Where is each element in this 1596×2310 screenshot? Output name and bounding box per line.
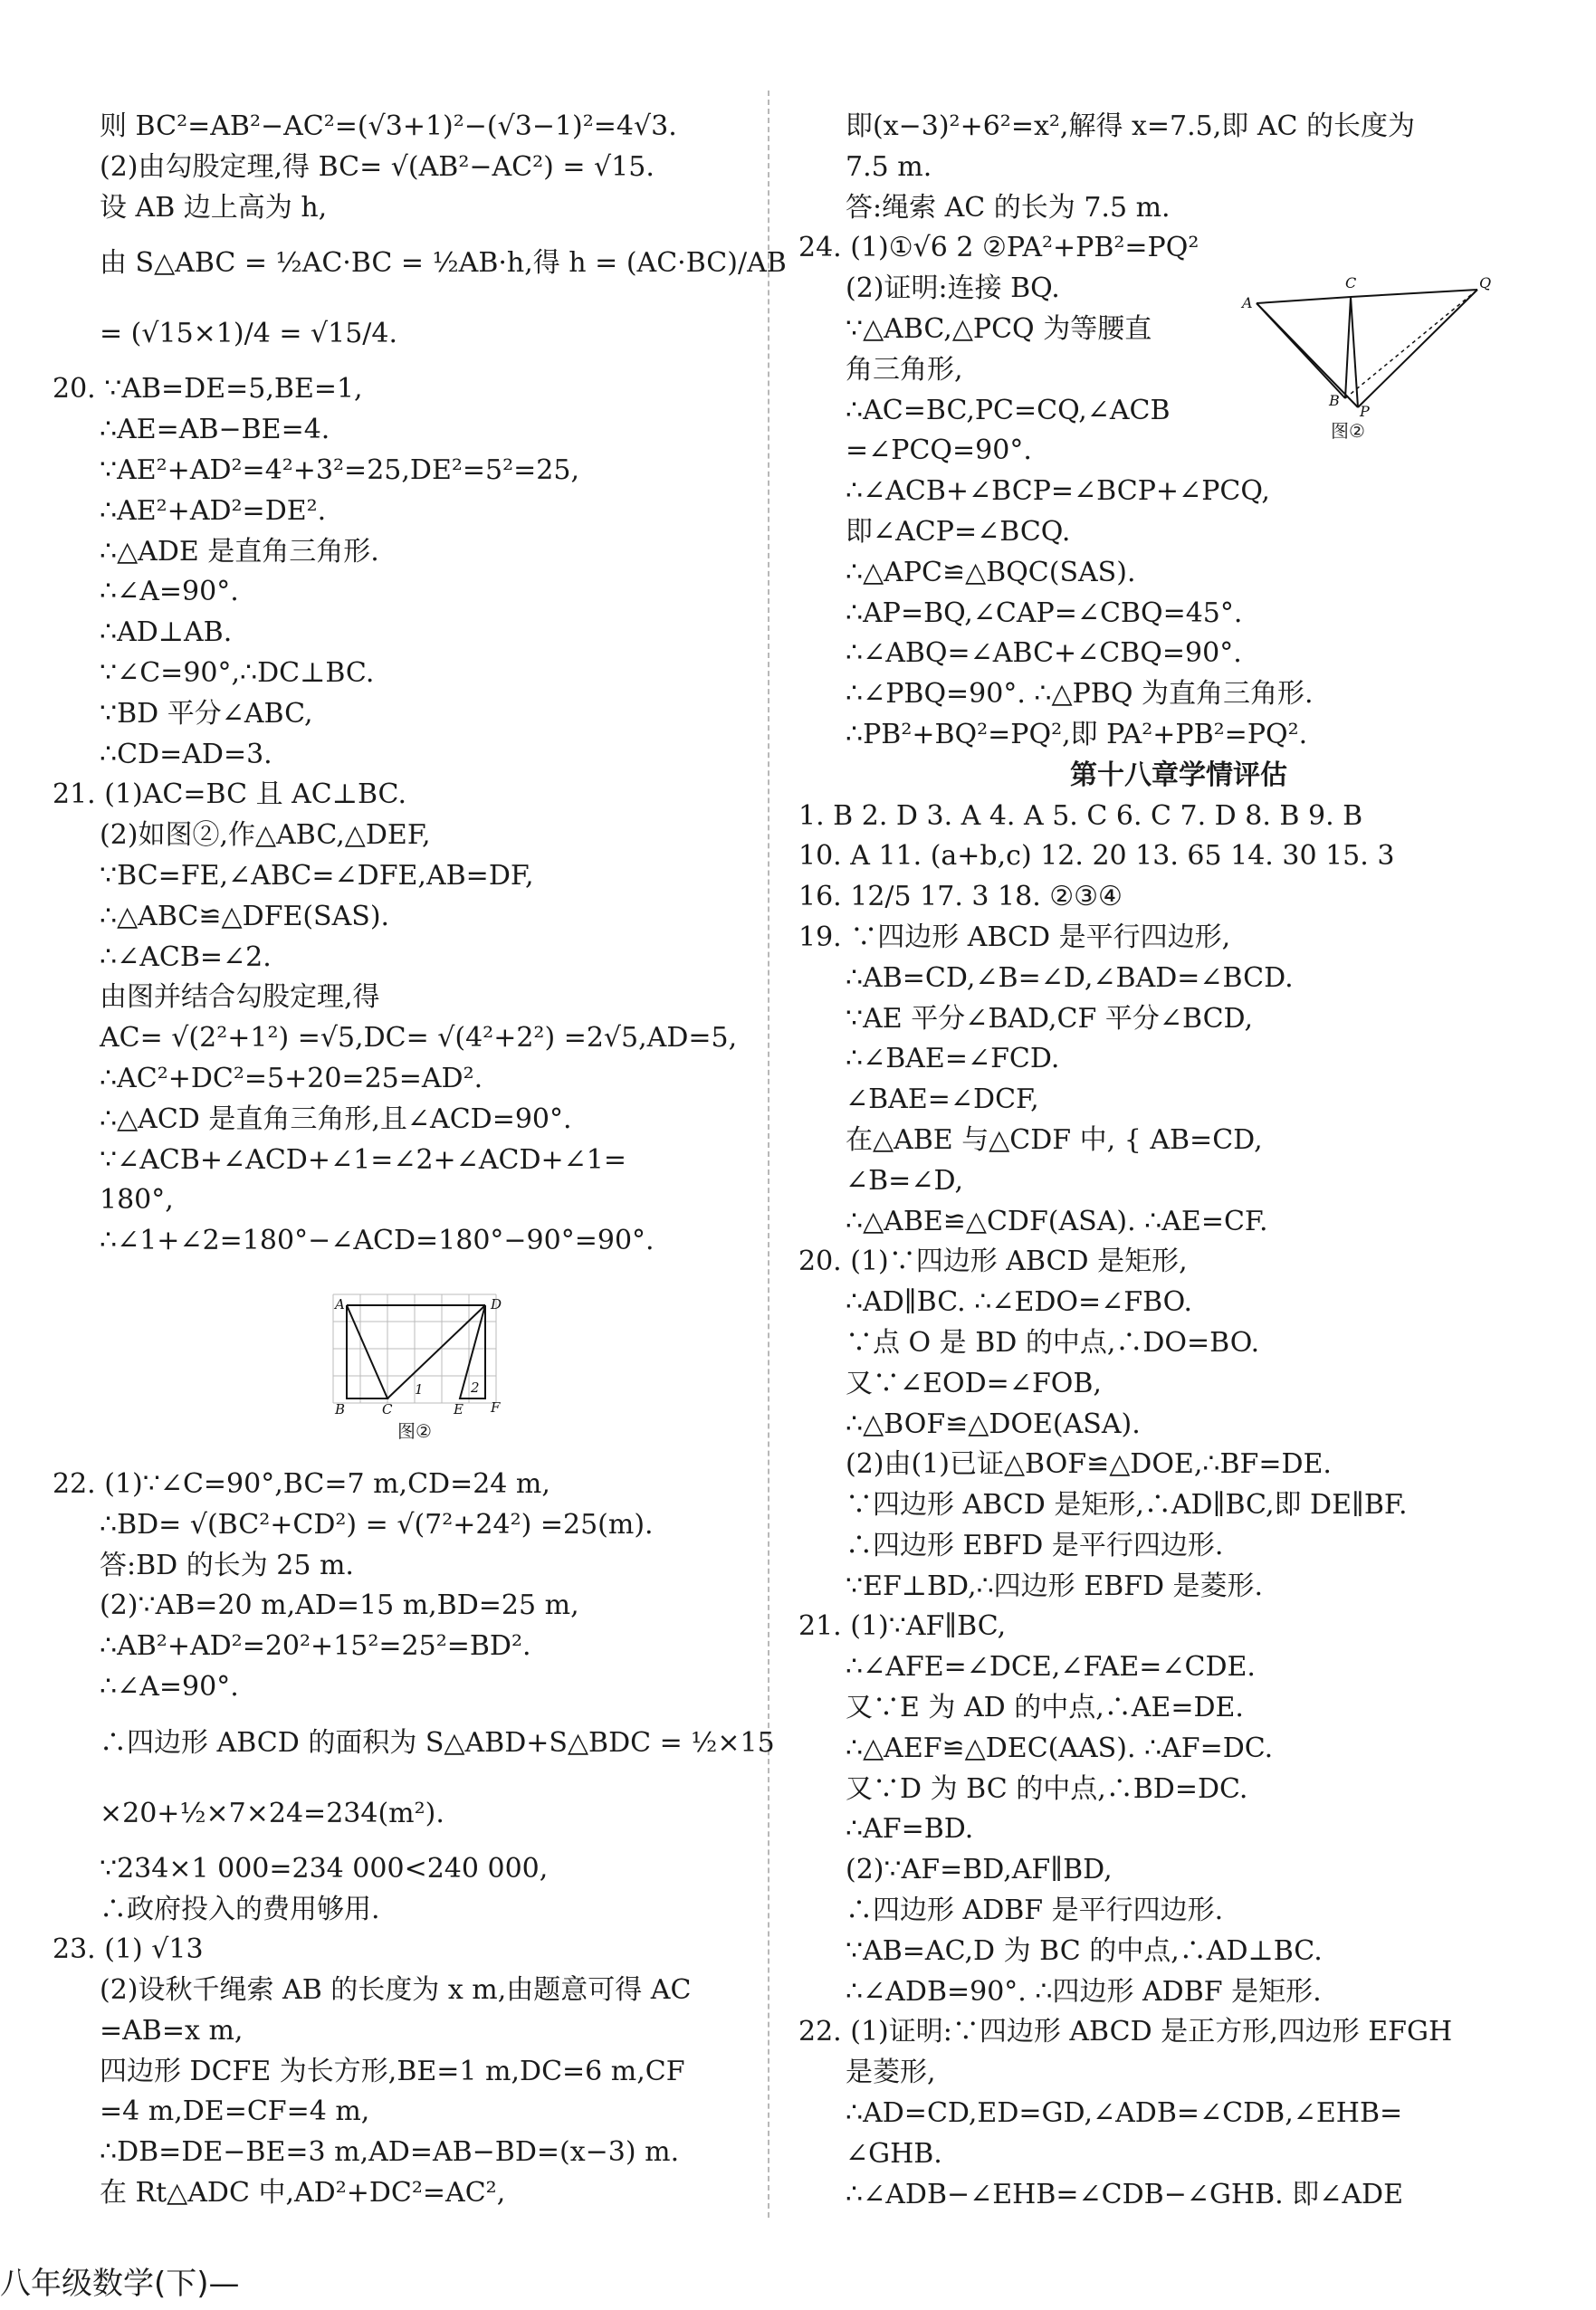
answer-line: 1. B 2. D 3. A 4. A 5. C 6. C 7. D 8. B 9. B [798,799,1363,832]
answer-line: ∴四边形 ADBF 是平行四边形. [846,1895,1224,1927]
figure-grid-q21 [324,1285,505,1443]
answer-line: ∴∠1+∠2=180°−∠ACD=180°−90°=90°. [100,1225,655,1257]
answer-line: ∵∠C=90°,∴DC⊥BC. [100,656,375,689]
answer-line: ∴∠ACB+∠BCP=∠BCP+∠PCQ, [846,475,1270,508]
answer-line: ∵∠ACB+∠ACD+∠1=∠2+∠ACD+∠1= [100,1143,626,1176]
answer-line: ∴∠ADB−∠EHB=∠CDB−∠GHB. 即∠ADE [846,2178,1403,2210]
answer-line: ∠GHB. [846,2137,942,2170]
figure-triangle-q24 [1240,272,1494,443]
answer-line: 由 S△ABC = ½AC·BC = ½AB·h,得 h = (AC·BC)/AB [100,247,787,280]
answer-line: ∴PB²+BQ²=PQ²,即 PA²+PB²=PQ². [846,718,1308,750]
answer-line: ∴△ACD 是直角三角形,且∠ACD=90°. [100,1102,572,1135]
answer-line: AC= √(2²+1²) =√5,DC= √(4²+2²) =2√5,AD=5, [100,1022,738,1055]
answer-line: ∠BAE=∠DCF, [846,1083,1039,1116]
answer-line: ∴AE=AB−BE=4. [100,414,330,446]
label-P: P [1360,403,1370,416]
answer-line: 设 AB 边上高为 h, [100,191,328,224]
answer-line: ∴四边形 EBFD 是平行四边形. [846,1529,1224,1561]
answer-line: 又∵D 为 BC 的中点,∴BD=DC. [846,1772,1248,1805]
column-divider [768,91,769,2218]
answer-line: (2)∵AB=20 m,AD=15 m,BD=25 m, [100,1589,579,1622]
answer-line: 四边形 DCFE 为长方形,BE=1 m,DC=6 m,CF [100,2055,685,2087]
answer-line: 23. (1) √13 [53,1933,204,1966]
answer-line: ∵BD 平分∠ABC, [100,697,313,730]
figure-caption: 图② [1331,420,1365,442]
answer-line: 又∵E 为 AD 的中点,∴AE=DE. [846,1692,1244,1724]
label-F: F [491,1399,501,1416]
answer-line: 7.5 m. [846,150,932,183]
answer-line: ∴△ADE 是直角三角形. [100,535,379,568]
answer-line: 即∠ACP=∠BCQ. [846,515,1071,548]
label-A: A [1242,294,1253,311]
answer-line: ∵AB=AC,D 为 BC 的中点,∴AD⊥BC. [846,1934,1323,1967]
grid-diagram [324,1285,505,1417]
label-A: A [335,1296,345,1312]
answer-line: ∴AB²+AD²=20²+15²=25²=BD². [100,1630,531,1663]
answer-line: ∵点 O 是 BD 的中点,∴DO=BO. [846,1326,1260,1359]
answer-line: ∴△APC≌△BQC(SAS). [846,556,1136,588]
answer-line: =4 m,DE=CF=4 m, [100,2095,370,2128]
label-Q: Q [1479,274,1492,291]
answer-line: ∴AC=BC,PC=CQ,∠ACB [846,394,1171,426]
answer-line: ∴△ABE≌△CDF(ASA). ∴AE=CF. [846,1205,1268,1237]
answer-line: (2)由勾股定理,得 BC= √(AB²−AC²) = √15. [100,150,655,183]
answer-line: ∴∠A=90°. [100,1670,239,1703]
answer-line: (2)设秋千绳索 AB 的长度为 x m,由题意可得 AC [100,1974,692,2007]
answer-line: 19. ∵四边形 ABCD 是平行四边形, [798,921,1231,953]
label-D: D [491,1296,502,1312]
answer-line: ∴DB=DE−BE=3 m,AD=AB−BD=(x−3) m. [100,2136,680,2169]
label-B: B [335,1401,346,1417]
answer-line: 在 Rt△ADC 中,AD²+DC²=AC², [100,2177,506,2210]
answer-line: ∠B=∠D, [846,1164,963,1197]
answer-line: 22. (1)证明:∵四边形 ABCD 是正方形,四边形 EFGH [798,2016,1453,2048]
answer-line: =AB=x m, [100,2014,244,2047]
answer-line: ∵234×1 000=234 000<240 000, [100,1852,549,1885]
label-C: C [1345,274,1357,291]
triangle-diagram [1240,272,1494,416]
answer-line: 20. ∵AB=DE=5,BE=1, [53,373,363,406]
answer-line: 由图并结合勾股定理,得 [100,981,380,1014]
answer-line: (2)如图②,作△ABC,△DEF, [100,819,431,852]
answer-line: 是菱形, [846,2057,936,2089]
answer-line: 21. (1)∵AF∥BC, [798,1610,1007,1643]
answer-line: ∴AB=CD,∠B=∠D,∠BAD=∠BCD. [846,961,1294,994]
answer-line: =∠PCQ=90°. [846,434,1032,467]
answer-line: ∴∠A=90°. [100,576,239,608]
answer-line: 则 BC²=AB²−AC²=(√3+1)²−(√3−1)²=4√3. [100,110,677,142]
answer-line: ∴∠PBQ=90°. ∴△PBQ 为直角三角形. [846,678,1314,711]
answer-line: ∴△ABC≌△DFE(SAS). [100,900,390,932]
answer-line: ∴∠BAE=∠FCD. [846,1043,1060,1075]
answer-line: 答:BD 的长为 25 m. [100,1549,354,1581]
page-footer: 八年级数学(下)— [0,2266,240,2302]
answer-line: ∴AP=BQ,∠CAP=∠CBQ=45°. [846,597,1243,629]
answer-line: ∴AD∥BC. ∴∠EDO=∠FBO. [846,1286,1193,1319]
answer-line: ∵四边形 ABCD 是矩形,∴AD∥BC,即 DE∥BF. [846,1489,1408,1522]
label-angle-1: 1 [415,1381,424,1398]
answer-line: ∵△ABC,△PCQ 为等腰直 [846,312,1152,345]
answer-line: ∴∠ADB=90°. ∴四边形 ADBF 是矩形. [846,1975,1322,2008]
answer-line: 在△ABE 与△CDF 中, { AB=CD, [846,1123,1263,1156]
label-C: C [382,1401,393,1417]
answer-line: ∴∠ABQ=∠ABC+∠CBQ=90°. [846,637,1242,670]
answer-line: 即(x−3)²+6²=x²,解得 x=7.5,即 AC 的长度为 [846,110,1415,142]
figure-caption: 图② [397,1420,432,1442]
answer-line: ∵AE 平分∠BAD,CF 平分∠BCD, [846,1002,1254,1035]
answer-line: (2)证明:连接 BQ. [846,272,1060,305]
answer-line: ∵BC=FE,∠ABC=∠DFE,AB=DF, [100,859,534,892]
answer-line: 角三角形, [846,353,963,386]
section-heading: 第十八章学情评估 [1070,759,1287,791]
answer-line: ∴政府投入的费用够用. [100,1893,380,1925]
answer-line: 又∵∠EOD=∠FOB, [846,1367,1102,1399]
answer-line: 22. (1)∵∠C=90°,BC=7 m,CD=24 m, [53,1467,550,1500]
answer-line: ∵EF⊥BD,∴四边形 EBFD 是菱形. [846,1570,1264,1602]
label-B: B [1329,392,1340,409]
left-column [53,107,787,2214]
answer-line: (2)由(1)已证△BOF≌△DOE,∴BF=DE. [846,1448,1332,1481]
answer-line: 180°, [100,1184,174,1217]
answer-line: ∴△BOF≌△DOE(ASA). [846,1408,1141,1440]
answer-line: ∴∠ACB=∠2. [100,940,272,973]
answer-line: ∴△AEF≌△DEC(AAS). ∴AF=DC. [846,1732,1274,1764]
answer-line: ×20+½×7×24=234(m²). [100,1797,444,1829]
answer-line: 21. (1)AC=BC 且 AC⊥BC. [53,778,406,811]
answer-line: 20. (1)∵四边形 ABCD 是矩形, [798,1246,1188,1278]
answer-line: ∴CD=AD=3. [100,738,272,770]
answer-line: ∴AC²+DC²=5+20=25=AD². [100,1062,483,1094]
answer-line: ∴AF=BD. [846,1813,974,1846]
answer-line: ∴四边形 ABCD 的面积为 S△ABD+S△BDC = ½×15 [100,1726,775,1759]
answer-line: 16. 12/5 17. 3 18. ②③④ [798,881,1123,913]
answer-line: (2)∵AF=BD,AF∥BD, [846,1854,1113,1886]
answer-line: ∴AE²+AD²=DE². [100,494,327,527]
answer-line: ∴AD=CD,ED=GD,∠ADB=∠CDB,∠EHB= [846,2097,1403,2130]
answer-line: 10. A 11. (a+b,c) 12. 20 13. 65 14. 30 15. 3 [798,840,1395,873]
answer-line: 24. (1)①√6 2 ②PA²+PB²=PQ² [798,232,1199,264]
label-E: E [454,1401,464,1417]
answer-line: ∴BD= √(BC²+CD²) = √(7²+24²) =25(m). [100,1508,654,1541]
answer-line: ∴AD⊥AB. [100,616,233,649]
answer-line: = (√15×1)/4 = √15/4. [100,318,398,350]
answer-line: 答:绳索 AC 的长为 7.5 m. [846,191,1171,224]
answer-line: ∴∠AFE=∠DCE,∠FAE=∠CDE. [846,1651,1256,1684]
answer-line: ∵AE²+AD²=4²+3²=25,DE²=5²=25, [100,453,579,486]
label-angle-2: 2 [471,1379,480,1396]
